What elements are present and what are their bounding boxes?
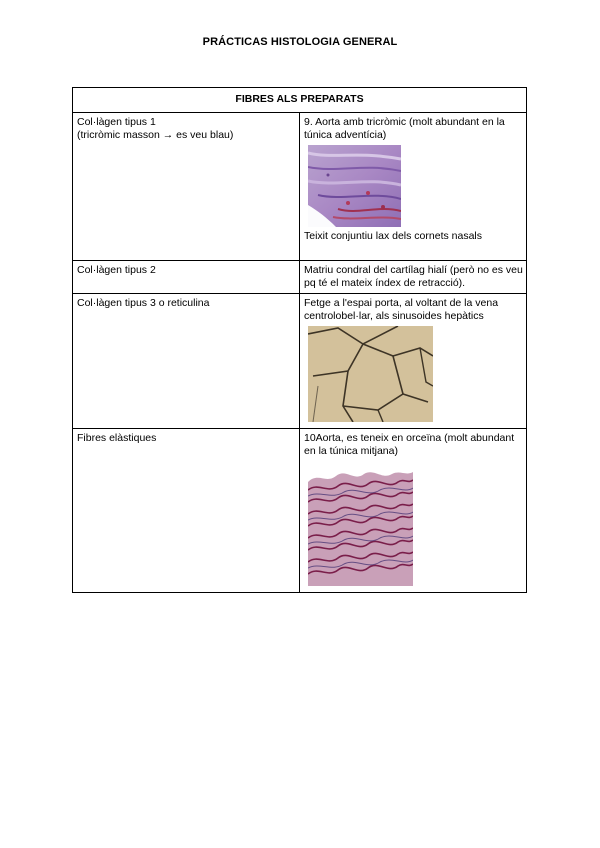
row-description: 10Aorta, es teneix en orceïna (molt abundant en la túnica mitjana): [304, 432, 515, 457]
row-label: Col·làgen tipus 3 o reticulina: [77, 297, 210, 309]
table-row: [73, 294, 527, 429]
row-label: Col·làgen tipus 1: [77, 116, 156, 128]
table-header: FIBRES ALS PREPARATS: [73, 88, 527, 113]
table-row: [73, 261, 527, 294]
table-cell-right: [300, 294, 527, 429]
document-title: PRÁCTICAS HISTOLOGIA GENERAL: [202, 36, 398, 48]
row-label: Fibres elàstiques: [77, 432, 157, 444]
table-row: [73, 113, 527, 261]
row-description: Matriu condral del cartílag hialí (però no es veu pq té el mateix índex de retracció).: [304, 264, 523, 289]
row-description: 9. Aorta amb tricròmic (molt abundant en la túnica adventícia): [304, 116, 505, 141]
row-sublabel: (tricròmic masson → es veu blau): [77, 129, 234, 141]
table-cell-right: [300, 113, 527, 261]
table-header-row: [73, 88, 527, 113]
table-cell-left: [73, 429, 300, 593]
fibres-table: [72, 87, 527, 593]
row-label: Col·làgen tipus 2: [77, 264, 156, 276]
table-cell-right: [300, 261, 527, 294]
table-row: [73, 429, 527, 593]
image-caption: Teixit conjuntiu lax dels cornets nasals: [304, 230, 483, 242]
table-cell-left: [73, 294, 300, 429]
table-cell-left: [73, 113, 300, 261]
table-cell-left: [73, 261, 300, 294]
table-cell-right: [300, 429, 527, 593]
aorta-trichrome-image: [308, 145, 523, 227]
row-description: Fetge a l'espai porta, al voltant de la vena centrolobel·lar, als sinusoides hepàtics: [304, 297, 499, 322]
liver-reticulin-image: [308, 326, 523, 422]
aorta-orcein-image: [308, 468, 523, 586]
